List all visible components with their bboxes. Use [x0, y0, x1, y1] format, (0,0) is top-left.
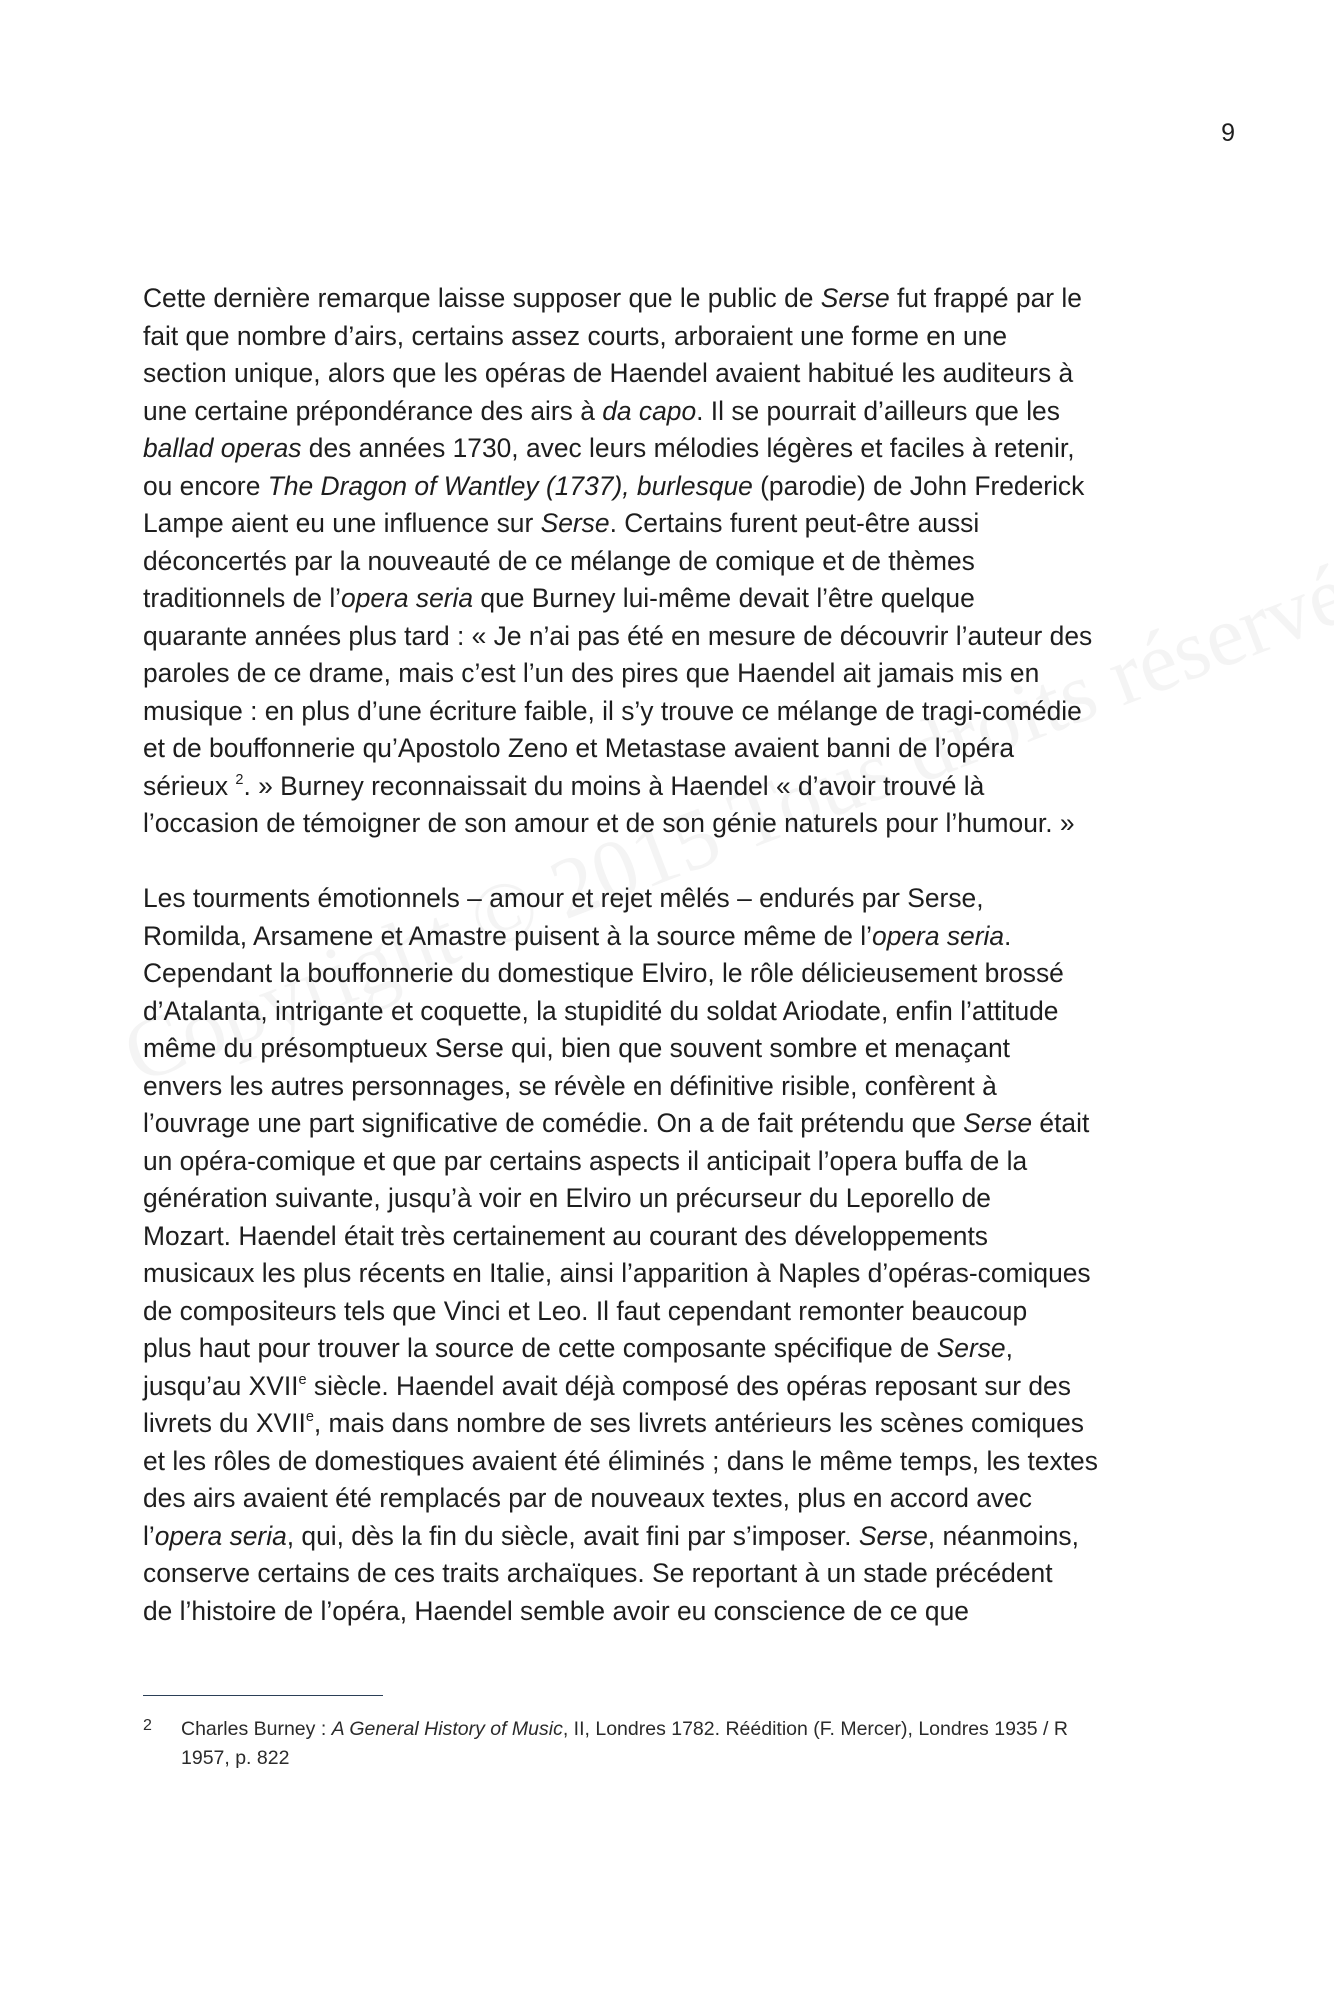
text-run: Cependant la bouffonnerie du domestique Elviro, le rôle délicieusement brossé	[143, 958, 1064, 988]
italic-text: A General History of Music	[331, 1718, 563, 1740]
text-run: musicaux les plus récents en Italie, ainsi l’apparition à Naples d’opéras-comiques	[143, 1258, 1091, 1288]
text-run: sérieux	[143, 770, 236, 801]
text-run: musique : en plus d’une écriture faible, il s’y trouve ce mélange de tragi-comédie	[143, 695, 1082, 726]
text-line	[143, 1405, 1203, 1443]
text-line	[143, 1218, 1203, 1256]
text-line	[143, 1255, 1203, 1293]
text-line	[143, 1143, 1203, 1181]
italic-text: opera seria	[872, 920, 1005, 951]
text-line	[143, 805, 1203, 843]
text-run: paroles de ce drame, mais c’est l’un des pires que Haendel ait jamais mis en	[143, 658, 1040, 688]
text-line	[143, 1030, 1203, 1068]
text-run: des airs avaient été remplacés par de nouveaux textes, plus en accord avec	[143, 1483, 1032, 1513]
text-run: , mais dans nombre de ses livrets antérieurs les scènes comiques	[313, 1408, 1084, 1438]
text-run: Les tourments émotionnels – amour et rejet mêlés – endurés par Serse,	[143, 883, 984, 913]
text-line	[143, 1105, 1203, 1143]
text-line	[143, 768, 1203, 806]
text-run: Cette dernière remarque laisse supposer que le public de	[143, 283, 821, 313]
text-run: traditionnels de l’	[143, 583, 342, 613]
text-run: un opéra-comique et que par certains aspects il anticipait l’opera buffa de la	[143, 1145, 1028, 1176]
text-run: ou encore	[143, 470, 268, 501]
text-line	[143, 393, 1203, 431]
text-line	[143, 580, 1203, 618]
superscript: e	[298, 1371, 307, 1388]
text-run: l’ouvrage une part significative de comédie. On a de fait prétendu que	[143, 1108, 964, 1138]
text-line	[143, 918, 1203, 956]
text-run: Romilda, Arsamene et Amastre puisent à la source même de l’	[143, 920, 873, 951]
text-line	[143, 280, 1203, 318]
text-run: génération suivante, jusqu’à voir en Elviro un précurseur du Leporello de	[143, 1183, 991, 1213]
text-run: , néanmoins,	[927, 1520, 1079, 1551]
footnote-text	[181, 1715, 1203, 1773]
text-line	[143, 1480, 1203, 1518]
text-line	[143, 655, 1203, 693]
text-run: même du présomptueux Serse qui, bien que souvent sombre et menaçant	[143, 1033, 1010, 1063]
footnote-divider	[143, 1695, 383, 1696]
superscript: e	[305, 1409, 314, 1426]
text-run: Mozart. Haendel était très certainement au courant des développements	[143, 1220, 988, 1251]
body-text	[143, 280, 1203, 1630]
text-run: (parodie) de John Frederick	[752, 470, 1085, 501]
italic-text: opera seria	[154, 1520, 287, 1551]
text-run: . Il se pourrait d’ailleurs que les	[696, 395, 1060, 426]
italic-text: Serse	[936, 1333, 1006, 1363]
text-run: Charles Burney :	[181, 1718, 332, 1740]
text-run: jusqu’au XVII	[143, 1370, 299, 1401]
text-line	[181, 1744, 1203, 1773]
text-run: 1957, p. 822	[181, 1747, 290, 1769]
text-line	[143, 618, 1203, 656]
text-line	[143, 468, 1203, 506]
text-run: que Burney lui-même devait l’être quelque	[473, 583, 975, 613]
paragraph	[143, 280, 1203, 843]
text-run: quarante années plus tard : « Je n’ai pas été en mesure de découvrir l’auteur des	[143, 620, 1093, 651]
text-run: livrets du XVII	[143, 1408, 306, 1438]
text-run: d’Atalanta, intrigante et coquette, la stupidité du soldat Ariodate, enfin l’attitude	[143, 995, 1059, 1026]
text-run: ,	[1005, 1333, 1013, 1363]
text-run: et les rôles de domestiques avaient été éliminés ; dans le même temps, les textes	[143, 1445, 1098, 1476]
text-run: déconcertés par la nouveauté de ce mélange de comique et de thèmes	[143, 545, 975, 576]
text-run: . » Burney reconnaissait du moins à Haendel « d’avoir trouvé là	[243, 770, 985, 801]
page-number: 9	[1221, 119, 1235, 147]
paragraph	[143, 880, 1203, 1630]
italic-text: Serse	[540, 508, 610, 538]
text-run: section unique, alors que les opéras de Haendel avaient habitué les auditeurs à	[143, 358, 1074, 388]
text-run: Lampe aient eu une influence sur	[143, 508, 541, 538]
text-line	[143, 730, 1203, 768]
text-run: l’	[143, 1520, 155, 1551]
text-run: , II, Londres 1782. Réédition (F. Mercer), Londres 1935 / R	[562, 1718, 1068, 1740]
text-line	[143, 543, 1203, 581]
text-line	[143, 1180, 1203, 1218]
italic-text: Serse	[858, 1520, 928, 1551]
text-line	[143, 993, 1203, 1031]
italic-text: The Dragon of Wantley (1737), burlesque	[267, 470, 753, 501]
text-line	[143, 1593, 1203, 1631]
text-run: des années 1730, avec leurs mélodies légères et faciles à retenir,	[301, 433, 1075, 463]
text-run: de l’histoire de l’opéra, Haendel semble avoir eu conscience de ce que	[143, 1595, 969, 1626]
text-run: était	[1032, 1108, 1090, 1138]
italic-text: da capo	[602, 395, 697, 426]
italic-text: ballad operas	[143, 433, 302, 463]
text-line	[181, 1715, 1203, 1744]
text-run: conserve certains de ces traits archaïques. Se reportant à un stade précédent	[143, 1558, 1053, 1588]
text-line	[143, 430, 1203, 468]
text-run: envers les autres personnages, se révèle en définitive risible, confèrent à	[143, 1070, 997, 1101]
text-run: une certaine prépondérance des airs à	[143, 395, 603, 426]
superscript: 2	[235, 771, 244, 788]
text-line	[143, 955, 1203, 993]
text-line	[143, 505, 1203, 543]
text-line	[143, 1518, 1203, 1556]
text-run: fut frappé par le	[889, 283, 1082, 313]
text-line	[143, 1068, 1203, 1106]
text-line	[143, 355, 1203, 393]
text-line	[143, 1443, 1203, 1481]
text-line	[143, 1555, 1203, 1593]
text-run: plus haut pour trouver la source de cette composante spécifique de	[143, 1333, 937, 1363]
italic-text: Serse	[820, 283, 890, 313]
text-run: , qui, dès la fin du siècle, avait fini par s’imposer.	[286, 1520, 859, 1551]
text-run: . Certains furent peut-être aussi	[609, 508, 980, 538]
italic-text: opera seria	[341, 583, 474, 613]
text-line	[143, 1368, 1203, 1406]
text-run: et de bouffonnerie qu’Apostolo Zeno et Metastase avaient banni de l’opéra	[143, 733, 1015, 763]
text-run: fait que nombre d’airs, certains assez courts, arboraient une forme en une	[143, 320, 1008, 351]
text-line	[143, 693, 1203, 731]
text-run: .	[1004, 920, 1012, 951]
text-line	[143, 880, 1203, 918]
text-run: siècle. Haendel avait déjà composé des opéras reposant sur des	[306, 1370, 1071, 1401]
text-line	[143, 1293, 1203, 1331]
footnote-number: 2	[143, 1717, 152, 1734]
text-line	[143, 1330, 1203, 1368]
text-run: de compositeurs tels que Vinci et Leo. Il faut cependant remonter beaucoup	[143, 1295, 1028, 1326]
text-line	[143, 318, 1203, 356]
italic-text: Serse	[963, 1108, 1033, 1138]
text-run: l’occasion de témoigner de son amour et de son génie naturels pour l’humour. »	[143, 808, 1075, 838]
